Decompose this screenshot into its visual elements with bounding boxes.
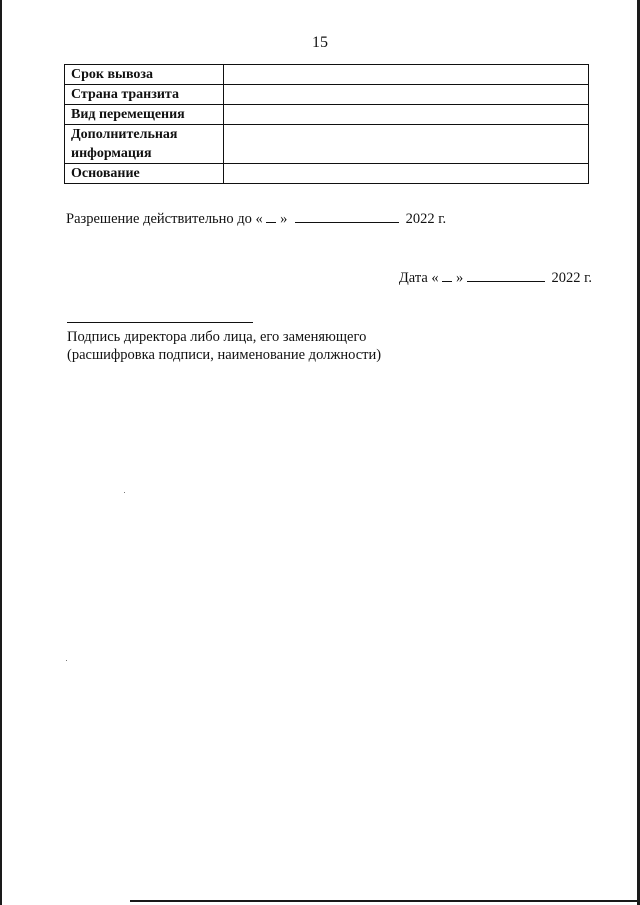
- row-label-basis: Основание: [65, 164, 224, 184]
- date-prefix: Дата «: [398, 270, 439, 286]
- table-row: [65, 164, 589, 184]
- row-value-export-term: [224, 65, 589, 85]
- row-value-basis: [224, 164, 589, 184]
- table-row: [65, 85, 589, 105]
- permit-details-table: [64, 64, 589, 184]
- date-statement: [399, 267, 592, 287]
- scan-edge-left: [0, 0, 2, 905]
- page-number: 15: [312, 34, 328, 51]
- row-value-additional-info: [224, 125, 589, 164]
- validity-quote-close: »: [280, 211, 288, 227]
- date-quote-close: »: [455, 270, 464, 286]
- row-label-movement-type: Вид перемещения: [65, 105, 224, 125]
- scan-speck: [124, 492, 125, 493]
- date-year: 2022 г.: [551, 270, 592, 286]
- signature-caption-line2: (расшифровка подписи, наименование должности): [67, 347, 382, 363]
- validity-prefix: Разрешение действительно до «: [66, 211, 263, 227]
- scan-edge-bottom: [130, 900, 640, 902]
- validity-year: 2022 г.: [405, 211, 447, 227]
- signature-caption: [67, 328, 381, 364]
- row-value-movement-type: [224, 105, 589, 125]
- table-row: [65, 65, 589, 85]
- row-label-export-term: Срок вывоза: [65, 65, 224, 85]
- validity-statement: [66, 208, 446, 228]
- validity-month-blank: [295, 208, 399, 223]
- date-day-blank: [442, 267, 452, 282]
- row-label-additional-info: Дополнительная информация: [65, 125, 224, 164]
- date-month-blank: [467, 267, 545, 282]
- signature-caption-line1: Подпись директора либо лица, его заменяющего: [67, 329, 367, 345]
- signature-line: [67, 322, 253, 323]
- validity-day-blank: [266, 208, 276, 223]
- row-value-transit-country: [224, 85, 589, 105]
- row-label-transit-country: Страна транзита: [65, 85, 224, 105]
- table-row: [65, 105, 589, 125]
- table-row: [65, 125, 589, 164]
- scan-speck: [66, 660, 67, 661]
